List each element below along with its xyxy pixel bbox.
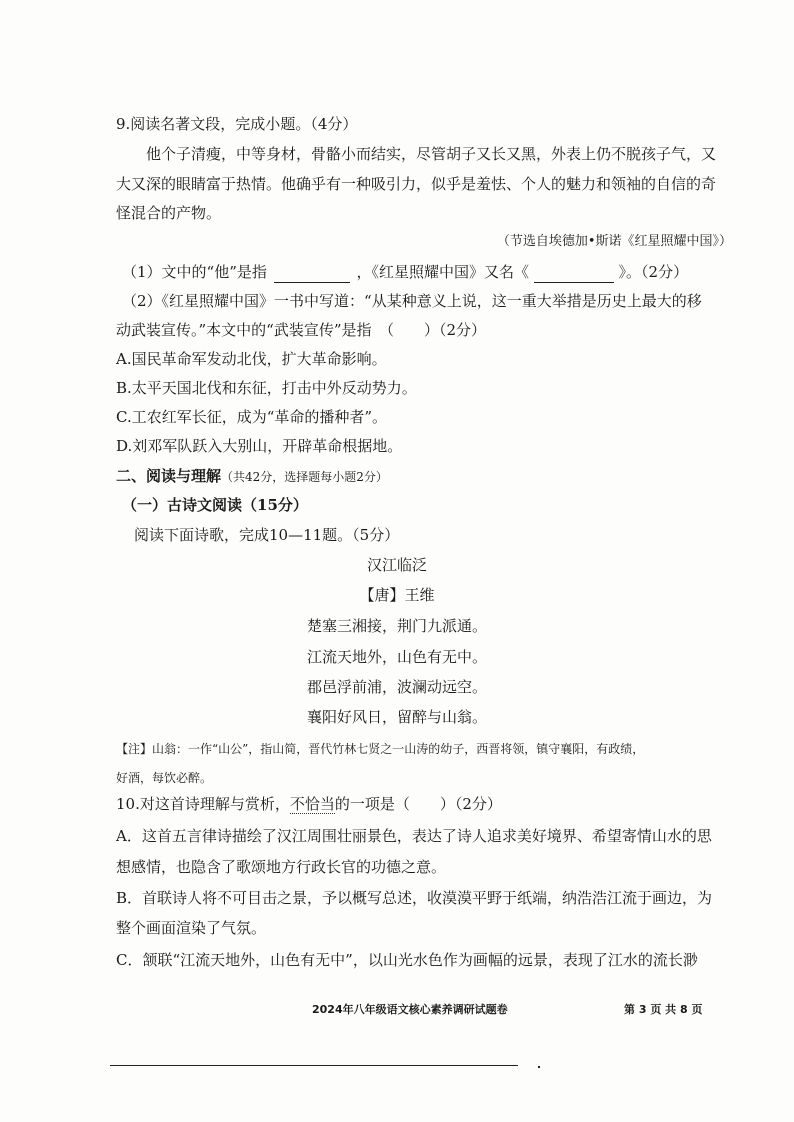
poem-intro: 阅读下面诗歌，完成10—11题。（5分） [134, 526, 400, 544]
passage-line-3: 怪混合的产物。 [116, 204, 222, 222]
poem-title: 汉江临泛 [366, 556, 427, 574]
section-2-title-note: （共42分，选择题每小题2分） [221, 470, 388, 484]
q10-header-a: 10.对这首诗理解与赏析， [116, 795, 290, 813]
footer-page-number: 第 3 页 共 8 页 [624, 1003, 703, 1016]
q10-header-emphasis: 不恰当 [289, 795, 335, 813]
section-2-title [116, 466, 388, 487]
q9-option-c: C.工农红军长征，成为“革命的播种者”。 [116, 408, 388, 426]
poem-note-line-1: 【注】山翁：一作“山公”，指山简，晋代竹林七贤之一山涛的幼子，西晋将领，镇守襄阳，有政绩， [116, 742, 645, 756]
q10-option-c-line-1: C．颔联“江流天地外，山色有无中”，以山光水色作为画幅的远景，表现了江水的流长渺 [116, 951, 698, 969]
poem-note-line-2: 好酒，每饮必醉。 [116, 771, 213, 785]
poem-author: 【唐】王维 [359, 586, 435, 604]
q9-option-a: A.国民革命军发动北伐，扩大革命影响。 [116, 350, 387, 368]
passage-line-1: 他个子清瘦，中等身材，骨骼小而结实，尽管胡子又长又黑，外表上仍不脱孩子气，又 [146, 145, 717, 163]
q9-sub1-text-b: ，《红星照耀中国》又名《 [356, 263, 529, 281]
q9-header: 9.阅读名著文段，完成小题。（4分） [116, 115, 358, 133]
q9-sub1-text-a: （1）文中的“他”是指 [122, 263, 267, 281]
q9-option-d: D.刘邓军队跃入大别山，开辟革命根据地。 [116, 437, 403, 455]
poem-line-3: 郡邑浮前浦，波澜动远空。 [306, 678, 487, 696]
passage-line-2: 大又深的眼睛富于热情。他确乎有一种吸引力，似乎是羞怯、个人的魅力和领袖的自信的奇 [116, 175, 717, 193]
q9-sub1 [122, 262, 688, 283]
bottom-rule [110, 1065, 518, 1066]
poem-line-1: 楚塞三湘接，荆门九派通。 [306, 617, 487, 635]
section-2-title-main: 二、阅读与理解 [116, 467, 222, 485]
q10-header [116, 794, 502, 814]
passage-source: （节选自埃德加•斯诺《红星照耀中国》） [496, 234, 732, 249]
poem-line-2: 江流天地外，山色有无中。 [306, 648, 487, 666]
answer-blank-1[interactable] [274, 262, 350, 283]
q10-option-a-line-2: 想感情，也隐含了歌颂地方行政长官的功德之意。 [116, 858, 447, 876]
q10-option-b-line-2: 整个画面渲染了气氛。 [116, 919, 267, 937]
q10-option-a-line-1: A．这首五言律诗描绘了汉江周围壮丽景色，表达了诗人追求美好境界、希望寄情山水的思 [116, 827, 712, 845]
q9-option-b: B.太平天国北伐和东征，打击中外反动势力。 [116, 379, 417, 397]
subsection-1-title: （一）古诗文阅读（15分） [122, 496, 308, 514]
footer-exam-title: 2024年八年级语文核心素养调研试题卷 [312, 1003, 508, 1016]
answer-blank-2[interactable] [534, 262, 614, 283]
poem-line-4: 襄阳好风日，留醉与山翁。 [306, 708, 487, 726]
q9-sub2-line-2: 动武装宣传。”本文中的“武装宣传”是指 （ ）（2分） [116, 321, 487, 339]
dot-mark [538, 1066, 540, 1068]
q10-option-b-line-1: B．首联诗人将不可目击之景，予以概写总述，收漠漠平野于纸端，纳浩浩江流于画边，为 [116, 889, 713, 907]
q9-sub2-line-1: （2）《红星照耀中国》一书中写道：“从某种意义上说，这一重大举措是历史上最大的移 [122, 292, 702, 310]
q9-sub1-text-c: 》。（2分） [618, 263, 689, 281]
q10-header-b: 的一项是（ ）（2分） [334, 795, 502, 813]
